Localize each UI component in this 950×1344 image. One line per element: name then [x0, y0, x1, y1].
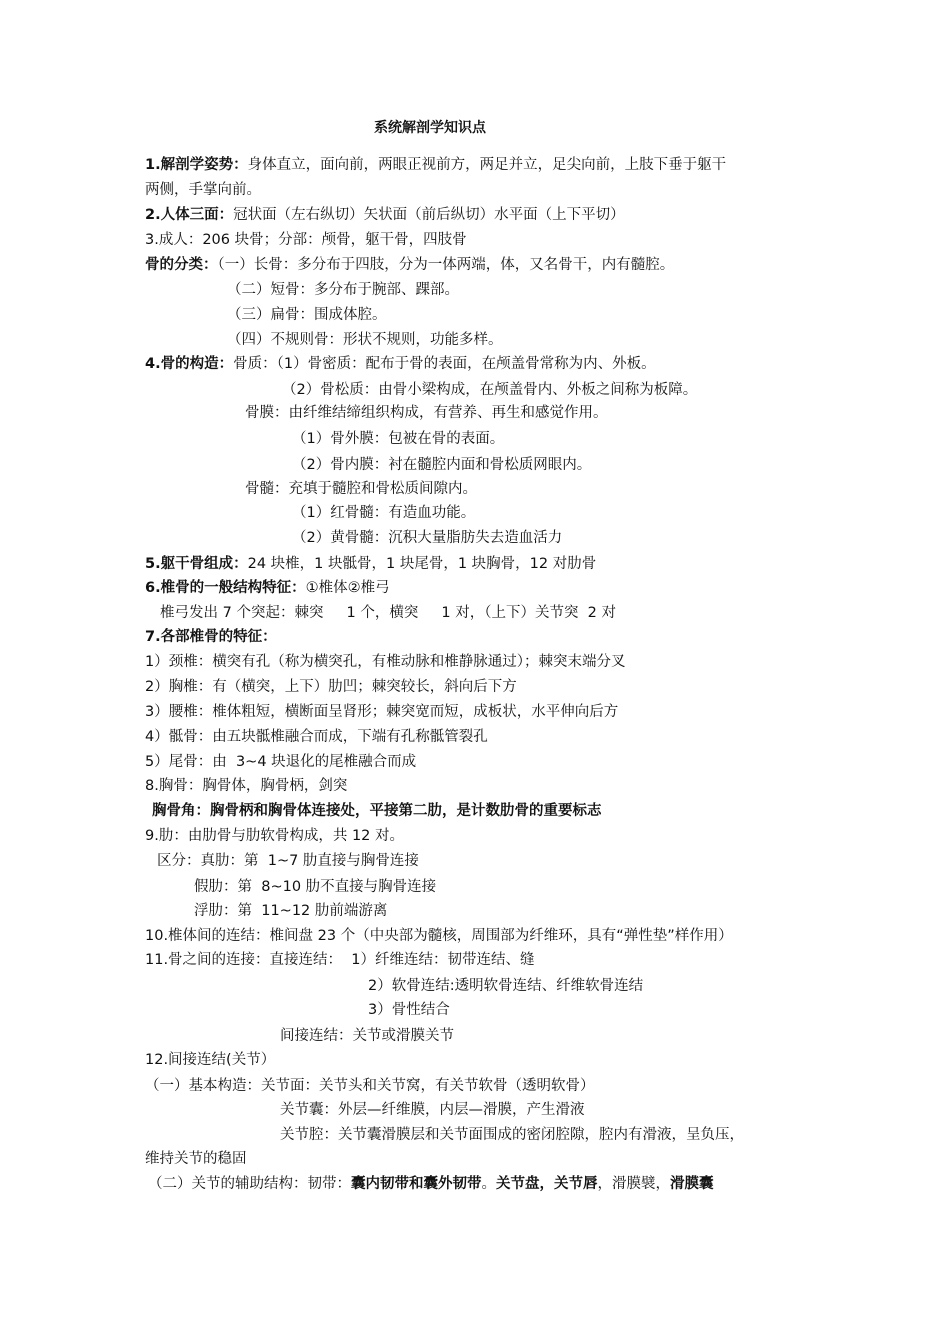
item-6-line2: 椎弓发出 7 个突起：棘突 1 个，横突 1 对，（上下）关节突 2 对 — [160, 605, 617, 621]
item-12: 12.间接连结(关节） — [145, 1052, 276, 1068]
item-6-text: ①椎体②椎弓 — [305, 580, 390, 596]
item-7-1: 1）颈椎：横突有孔（称为横突孔，有椎动脉和椎静脉通过）；棘突末端分叉 — [145, 654, 626, 670]
bone-class-4: （四）不规则骨：形状不规则，功能多样。 — [227, 332, 503, 348]
item-2 — [145, 205, 625, 225]
bone-class-3: （三）扁骨：围成体腔。 — [227, 307, 387, 323]
item-4-line6: 骨髓：充填于髓腔和骨松质间隙内。 — [245, 481, 477, 497]
item-1-cont: 两侧，手掌向前。 — [145, 182, 261, 198]
item-12-line3: 关节囊：外层—纤维膜，内层—滑膜，产生滑液 — [280, 1102, 585, 1118]
item-10: 10.椎体间的连结：椎间盘 23 个（中央部为髓核，周围部为纤维环，具有“弹性垫”样作用） — [145, 928, 733, 944]
item-7-2: 2）胸椎：有（横突，上下）肋凹；棘突较长，斜向后下方 — [145, 679, 517, 695]
item-1-text: 身体直立，面向前，两眼正视前方，两足并立，足尖向前，上肢下垂于躯干 — [247, 157, 727, 173]
item-11: 11.骨之间的连接：直接连结： 1）纤维连结：韧带连结、缝 — [145, 952, 535, 968]
item-2-key: 2.人体三面： — [145, 207, 234, 223]
item-3: 3.成人：206 块骨；分部：颅骨，躯干骨，四肢骨 — [145, 232, 467, 248]
item-7-4: 4）骶骨：由五块骶椎融合而成，下端有孔称骶管裂孔 — [145, 729, 488, 745]
item-7-3: 3）腰椎：椎体粗短，横断面呈肾形；棘突宽而短，成板状，水平伸向后方 — [145, 704, 619, 720]
item-5 — [145, 554, 596, 574]
bone-class-1: （一）长骨：多分布于四肢，分为一体两端，体，又名骨干，内有髓腔。 — [217, 257, 675, 273]
item-4 — [145, 354, 656, 374]
item-7-5: 5）尾骨：由 3~4 块退化的尾椎融合而成 — [145, 754, 417, 770]
item-4-text: 骨质：（1）骨密质：配布于骨的表面，在颅盖骨常称为内、外板。 — [233, 356, 656, 372]
item-12-line6-b: 囊内韧带和囊外韧带 — [351, 1176, 482, 1192]
item-6 — [145, 578, 390, 598]
item-4-line2: （2）骨松质：由骨小梁构成，在颅盖骨内、外板之间称为板障。 — [282, 382, 698, 398]
item-9-line2: 区分：真肋：第 1~7 肋直接与胸骨连接 — [157, 853, 419, 869]
item-4-line3: 骨膜：由纤维结缔组织构成，有营养、再生和感觉作用。 — [245, 405, 608, 421]
item-12-line2: （一）基本构造：关节面：关节头和关节窝，有关节软骨（透明软骨） — [145, 1078, 595, 1094]
item-12-line6-a: （二）关节的辅助结构：韧带： — [148, 1176, 351, 1192]
item-4-line7: （1）红骨髓：有造血功能。 — [292, 505, 476, 521]
item-12-line6-d: 关节盘，关节唇 — [496, 1176, 598, 1192]
bone-class-2: （二）短骨：多分布于腕部、踝部。 — [227, 282, 459, 298]
item-2-text: 冠状面（左右纵切）矢状面（前后纵切）水平面（上下平切） — [233, 207, 625, 223]
item-12-line6-c: 。 — [481, 1176, 496, 1192]
page-title: 系统解剖学知识点 — [374, 120, 486, 136]
item-11-line2: 2）软骨连结:透明软骨连结、纤维软骨连结 — [368, 978, 644, 994]
item-8-line2: 胸骨角：胸骨柄和胸骨体连接处，平接第二肋，是计数肋骨的重要标志 — [152, 803, 602, 819]
item-12-line6-e: ，滑膜襞， — [597, 1176, 670, 1192]
item-4-line4: （1）骨外膜：包被在骨的表面。 — [292, 431, 505, 447]
item-11-line3: 3）骨性结合 — [368, 1002, 450, 1018]
item-1-key: 1.解剖学姿势： — [145, 157, 248, 173]
item-9-line3: 假肋：第 8~10 肋不直接与胸骨连接 — [194, 879, 437, 895]
item-1 — [145, 155, 726, 175]
item-4-line8: （2）黄骨髓：沉积大量脂肪失去造血活力 — [292, 530, 563, 546]
item-8: 8.胸骨：胸骨体，胸骨柄，剑突 — [145, 778, 348, 794]
item-11-line4: 间接连结：关节或滑膜关节 — [280, 1028, 454, 1044]
item-6-key: 6.椎骨的一般结构特征： — [145, 580, 306, 596]
item-12-line6 — [148, 1174, 714, 1194]
bone-class-key: 骨的分类： — [145, 257, 218, 273]
item-9-line4: 浮肋：第 11~12 肋前端游离 — [194, 903, 388, 919]
item-12-line6-f: 滑膜囊 — [670, 1176, 714, 1192]
item-12-line5: 维持关节的稳固 — [145, 1151, 247, 1167]
item-4-key: 4.骨的构造： — [145, 356, 234, 372]
item-5-text: 24 块椎，1 块骶骨，1 块尾骨，1 块胸骨，12 对肋骨 — [247, 556, 597, 572]
item-5-key: 5.躯干骨组成： — [145, 556, 248, 572]
item-12-line4: 关节腔：关节囊滑膜层和关节面围成的密闭腔隙，腔内有滑液，呈负压， — [280, 1127, 744, 1143]
item-7-heading: 7.各部椎骨的特征： — [145, 629, 277, 645]
item-4-line5: （2）骨内膜：衬在髓腔内面和骨松质网眼内。 — [292, 457, 592, 473]
bone-class — [145, 255, 674, 275]
item-9: 9.肋：由肋骨与肋软骨构成，共 12 对。 — [145, 828, 405, 844]
